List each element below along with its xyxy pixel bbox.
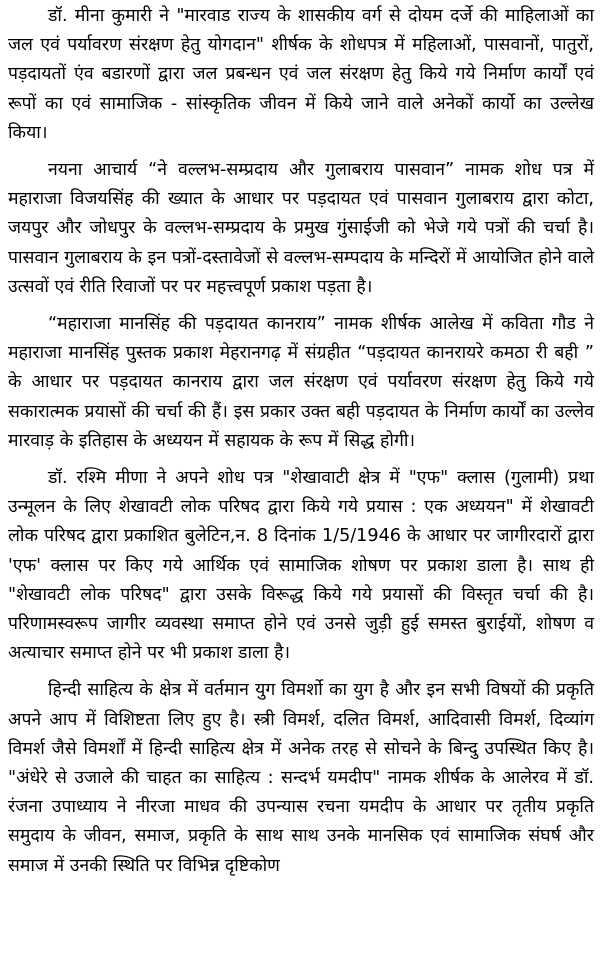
document-page	[8, 2, 594, 889]
paragraph-kavita-gaud: “महाराजा मानसिंह की पड़दायत कानराय” नामक शीर्षक आलेख में कविता गौड ने महाराजा मानसिंह पुस्तक प्रकाश मेहरानगढ़ में संग्रहीत “पड़दायत कानरायरे कमठा री बही ” के आधार पर पड़दायत कानराय द्वारा जल संरक्षण एवं पर्यावरण संरक्षण हेतु किये गये सकारात्मक प्रयासों की चर्चा की हैं। इस प्रकार उक्त बही पड़दायत के निर्माण कार्यों का उल्लेव मारवाड़ के इतिहास के अध्ययन में सहायक के रूप में सिद्ध होगी।	[8, 314, 594, 451]
paragraph-hindi-sahitya: हिन्दी साहित्य के क्षेत्र में वर्तमान युग विमर्शो का युग है और इन सभी विषयों की प्रकृति अपने आप में विशिष्टता लिए हुए है। स्त्री विमर्श, दलित विमर्श, आदिवासी विमर्श, दिव्यांग विमर्श जैसे विमर्शों में हिन्दी साहित्य क्षेत्र में अनेक तरह से सोचने के बिन्दु उपस्थित किए है। "अंधेरे से उजाले की चाहत का साहित्य : सन्दर्भ यमदीप" नामक शीर्षक के आलेरव में डॉ. रंजना उपाध्याय ने नीरजा माधव की उपन्यास रचना यमदीप के आधार पर तृतीय प्रकृति समुदाय के जीवन, समाज, प्रकृति के साथ साथ उनके मानसिक एवं सामाजिक संघर्ष और समाज में उनकी स्थिति पर विभिन्न दृष्टिकोण	[8, 680, 594, 876]
paragraph-meena-kumari: डॉ. मीना कुमारी ने "मारवाड राज्य के शासकीय वर्ग से दोयम दर्जे की माहिलाओं का जल एवं पर्यावरण संरक्षण हेतु योगदान" शीर्षक के शोधपत्र में महिलाओं, पासवानों, पातुरों, पड़दायतों एंव बडारणों द्वारा जल प्रबन्धन एवं जल संरक्षण हेतु किये गये निर्माण कार्यों एवं रूपों का एवं सामाजिक - सांस्कृतिक जीवन में किये जाने वाले अनेकों कार्यो का उल्लेख किया।	[8, 6, 594, 143]
paragraph-rashmi-meena: डॉ. रश्मि मीणा ने अपने शोध पत्र "शेखावाटी क्षेत्र में "एफ" क्लास (गुलामी) प्रथा उन्मूलन के लिए शेखावटी लोक परिषद द्वारा किये गये प्रयास : एक अध्ययन" में शेखावटी लोक परिषद द्वारा प्रकाशित बुलेटिन,न. 8 दिनांक 1/5/1946 के आधार पर जागीरदारों द्वारा 'एफ' क्लास पर किए गये आर्थिक एवं सामाजिक शोषण पर प्रकाश डाला है। साथ ही "शेखावटी लोक परिषद" द्वारा उसके विरूद्ध किये गये प्रयासों की विस्तृत चर्चा की है। परिणामस्वरूप जागीर व्यवस्था समाप्त होने एवं उनसे जुड़ी हुई समस्त बुराईयों, शोषण व अत्याचार समाप्त होने पर भी प्रकाश डाला है।	[8, 468, 594, 664]
paragraph-nayana-acharya: नयना आचार्य “ने वल्लभ-सम्प्रदाय और गुलाबराय पासवान” नामक शोध पत्र में महाराजा विजयसिंह की ख्यात के आधार पर पड़दायत एवं पासवान गुलाबराय द्वारा कोटा, जयपुर और जोधपुर के वल्लभ-सम्प्रदाय के प्रमुख गुंसाईजी को भेजे गये पत्रों की चर्चा है। पासवान गुलाबराय के इन पत्रों-दस्तावेजों से वल्लभ-सम्पदाय के मन्दिरों में आयोजित होने वाले उत्सवों एवं रीति रिवाजों पर पर महत्त्वपूर्ण प्रकाश पड़ता है।	[8, 160, 594, 297]
